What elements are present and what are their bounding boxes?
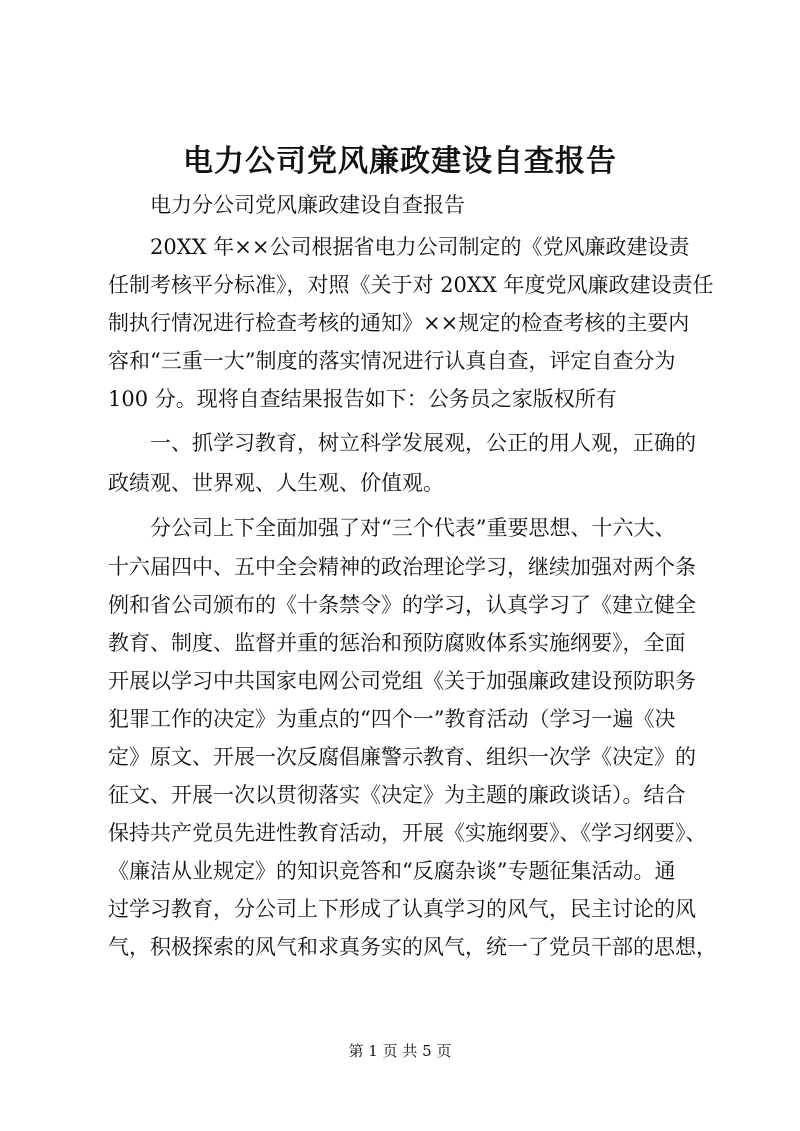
page-number-footer: 第 1 页 共 5 页 [348,1042,452,1060]
body-line-4: 制执行情况进行检查考核的通知》××规定的检查考核的主要内 [108,311,690,335]
body-line-14: 犯罪工作的决定》为重点的“四个一”教育活动（学习一遍《决 [108,707,676,731]
body-line-8: 政绩观、世界观、人生观、价值观。 [108,471,444,495]
body-line-6: 100 分。现将自查结果报告如下：公务员之家版权所有 [108,387,617,411]
body-line-2: 20XX 年××公司根据省电力公司制定的《党风廉政建设责 [150,235,690,259]
body-line-15: 定》原文、开展一次反腐倡廉警示教育、组织一次学《决定》的 [108,745,696,769]
body-line-10: 十六届四中、五中全会精神的政治理论学习，继续加强对两个条 [108,555,696,579]
body-line-3: 任制考核平分标准》，对照《关于对 20XX 年度党风廉政建设责任 [108,273,714,297]
body-line-5: 容和“三重一大”制度的落实情况进行认真自查，评定自查分为 [108,349,676,373]
document-title: 电力公司党风廉政建设自查报告 [183,144,617,179]
body-line-13: 开展以学习中共国家电网公司党组《关于加强廉政建设预防职务 [108,669,696,693]
body-line-18: 《廉洁从业规定》的知识竞答和“反腐杂谈”专题征集活动。通 [108,859,676,883]
body-line-20: 气，积极探索的风气和求真务实的风气，统一了党员干部的思想， [108,935,717,959]
body-line-9: 分公司上下全面加强了对“三个代表”重要思想、十六大、 [150,516,676,540]
body-line-17: 保持共产党员先进性教育活动，开展《实施纲要》、《学习纲要》、 [108,821,707,845]
body-line-19: 过学习教育，分公司上下形成了认真学习的风气，民主讨论的风 [108,897,696,921]
body-line-1: 电力分公司党风廉政建设自查报告 [150,193,465,217]
body-line-11: 例和省公司颁布的《十条禁令》的学习，认真学习了《建立健全 [108,593,696,617]
body-line-16: 征文、开展一次以贯彻落实《决定》为主题的廉政谈话）。结合 [108,783,686,807]
body-line-12: 教育、制度、监督并重的惩治和预防腐败体系实施纲要》，全面 [108,631,686,655]
body-line-7: 一、抓学习教育，树立科学发展观，公正的用人观，正确的 [150,431,696,455]
